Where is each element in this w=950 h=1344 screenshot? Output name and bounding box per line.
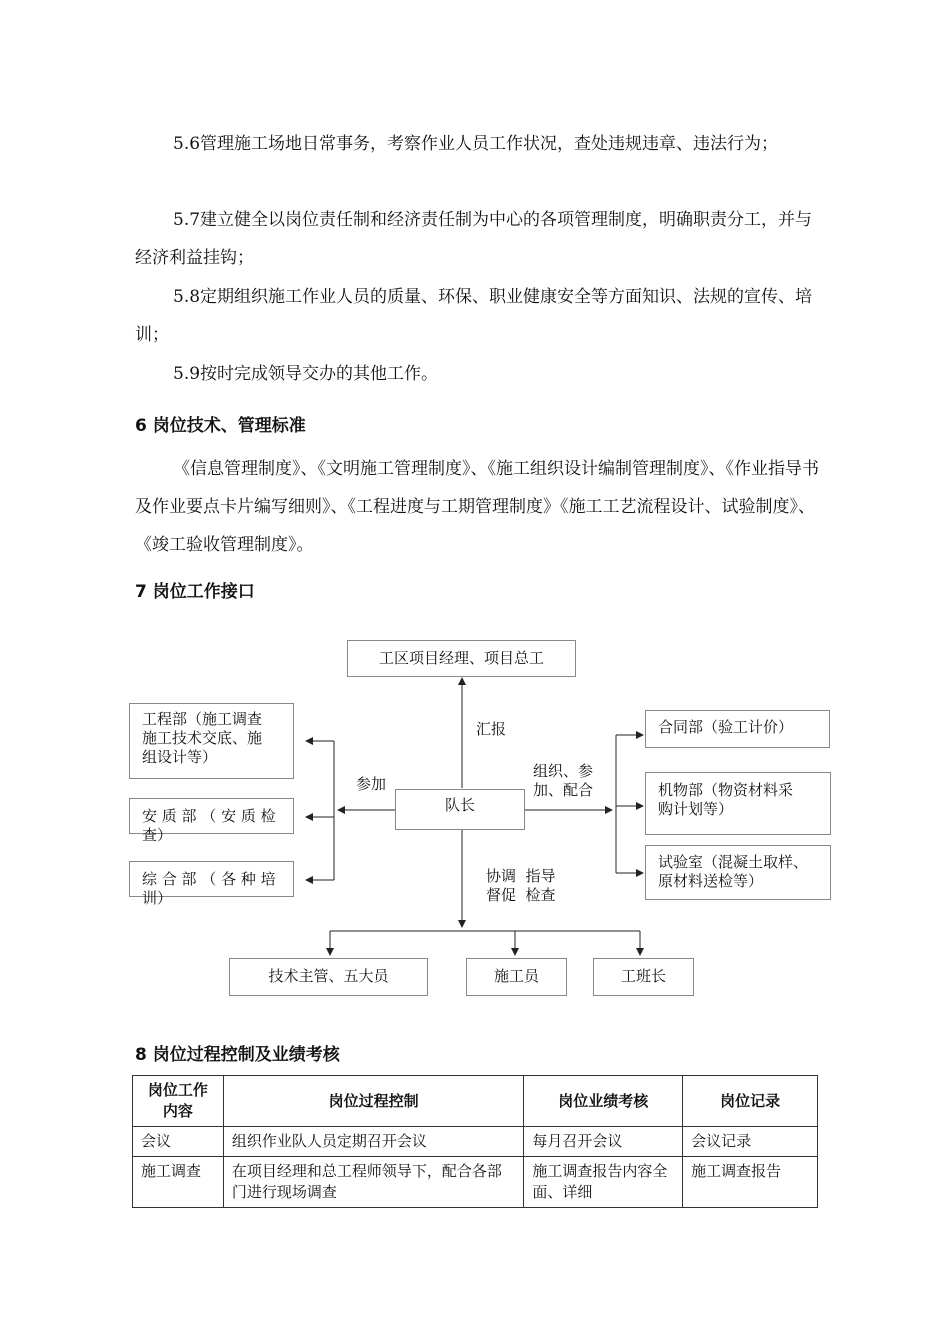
box-engineering-dept: 工程部（施工调查 施工技术交底、施 组设计等） (129, 703, 294, 779)
duty-5-7: 5.7建立健全以岗位责任制和经济责任制为中心的各项管理制度，明确职责分工，并与经济利益挂钩； (135, 210, 813, 268)
table-cell: 在项目经理和总工程师领导下，配合各部门进行现场调查 (223, 1157, 524, 1208)
table-cell: 会议 (133, 1127, 224, 1157)
box-tech-supervisor: 技术主管、五大员 (229, 958, 428, 996)
box-materials-dept: 机物部（物资材料采 购计划等） (645, 772, 831, 835)
table-cell: 组织作业队人员定期召开会议 (223, 1127, 524, 1157)
table-cell: 每月召开会议 (524, 1127, 683, 1157)
table-header-cell: 岗位工作内容 (133, 1076, 224, 1127)
table-cell: 施工调查报告内容全面、详细 (524, 1157, 683, 1208)
box-construction-worker: 施工员 (466, 958, 567, 996)
table-row (133, 1127, 818, 1157)
section-6-body: 《信息管理制度》、《文明施工管理制度》、《施工组织设计编制管理制度》、《作业指导书及作业要点卡片编写细则》、《工程进度与工期管理制度》《施工工艺流程设计、试验制度》、《竣工验收管理制度》。 (135, 459, 819, 555)
duty-5-6: 5.6管理施工场地日常事务，考察作业人员工作状况，查处违规违章、违法行为； (173, 134, 779, 154)
box-safety-dept: 安 质 部 （ 安 质 检 查） (129, 798, 294, 834)
section-7-heading: 7 岗位工作接口 (135, 582, 255, 602)
table-header-cell: 岗位过程控制 (223, 1076, 524, 1127)
label-organize: 组织、参 加、配合 (533, 762, 594, 799)
table-cell: 会议记录 (683, 1127, 818, 1157)
duty-5-8: 5.8定期组织施工作业人员的质量、环保、职业健康安全等方面知识、法规的宣传、培训； (135, 287, 813, 345)
table-row (133, 1157, 818, 1208)
box-contract-dept: 合同部（验工计价） (645, 710, 830, 748)
performance-table (132, 1075, 818, 1208)
table-cell: 施工调查 (133, 1157, 224, 1208)
label-coordinate: 协调 指导 督促 检查 (486, 867, 556, 904)
section-6-heading: 6 岗位技术、管理标准 (135, 416, 306, 436)
box-lab: 试验室（混凝土取样、 原材料送检等） (645, 845, 831, 900)
table-header-cell: 岗位业绩考核 (524, 1076, 683, 1127)
box-general-dept: 综 合 部 （ 各 种 培 训） (129, 861, 294, 897)
box-foreman: 工班长 (593, 958, 694, 996)
box-project-manager: 工区项目经理、项目总工 (347, 640, 576, 677)
duty-5-9: 5.9按时完成领导交办的其他工作。 (173, 364, 439, 384)
section-8-heading: 8 岗位过程控制及业绩考核 (135, 1045, 340, 1065)
table-header-cell: 岗位记录 (683, 1076, 818, 1127)
label-report: 汇报 (476, 720, 507, 738)
table-cell: 施工调查报告 (683, 1157, 818, 1208)
label-participate: 参加 (356, 775, 387, 793)
table-header-row (133, 1076, 818, 1127)
box-team-leader: 队长 (395, 789, 525, 830)
